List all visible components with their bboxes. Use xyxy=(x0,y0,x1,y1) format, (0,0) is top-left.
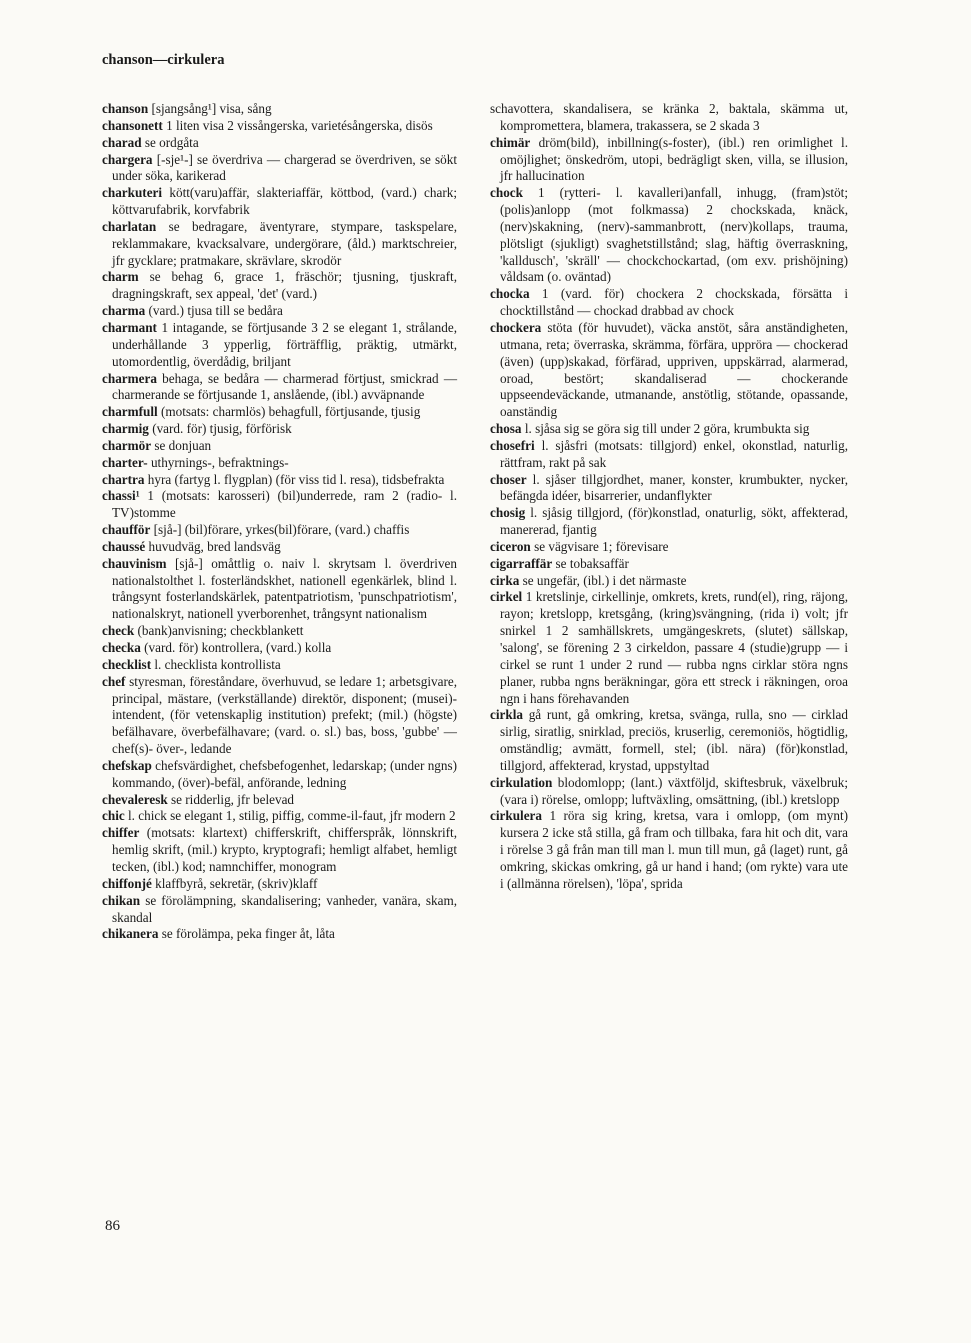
dictionary-entry xyxy=(102,404,457,421)
headword: charad xyxy=(102,134,142,150)
definition: huvudväg, bred landsväg xyxy=(148,538,281,554)
dictionary-entry xyxy=(102,118,457,135)
definition: se ridderlig, jfr belevad xyxy=(170,791,295,807)
definition: l. chick se elegant 1, stilig, piffig, comme-il-faut, jfr modern 2 xyxy=(128,808,456,824)
headword: charmör xyxy=(102,437,152,453)
definition: 1 intagande, se förtjusande 3 2 se elegant 1, strålande, underhållande 3 ypperlig, förträfflig, präktig, utmärkt, utomordentlig, överdådig, briljant xyxy=(112,319,458,369)
definition: l. sjåser tillgjordhet, maner, konster, krumbukter, nycker, befängda idéer, bisarrerier, undanflykter xyxy=(500,471,849,504)
definition: l. sjåsig tillgjord, (för)konstlad, onaturlig, sökt, affekterad, manererad, fjantig xyxy=(500,505,848,538)
definition: se donjuan xyxy=(154,437,212,453)
dictionary-entry xyxy=(102,371,457,405)
headword: charmant xyxy=(102,319,157,335)
definition: (vard.) tjusa till se bedåra xyxy=(148,303,283,319)
definition: klaffbyrå, sekretär, (skriv)klaff xyxy=(155,875,318,891)
definition: se ordgåta xyxy=(144,134,199,150)
dictionary-entry xyxy=(102,623,457,640)
dictionary-entry xyxy=(102,135,457,152)
definition: behaga, se bedåra — charmerad förtjust, smickrad — charmerande se förtjusande 1, anslående, (ibl.) avväpnande xyxy=(112,370,458,403)
definition: 1 liten visa 2 vissångerska, varietésångerska, disös xyxy=(166,117,433,133)
left-column xyxy=(102,101,457,943)
dictionary-entry xyxy=(102,539,457,556)
dictionary-entry xyxy=(102,926,457,943)
dictionary-entry xyxy=(490,539,848,556)
headword: cirkulation xyxy=(490,774,553,790)
headword: chaufför xyxy=(102,522,151,538)
dictionary-entry xyxy=(490,421,848,438)
definition: (vard. för) kontrollera, (vard.) kolla xyxy=(144,640,332,655)
definition: chefsvärdighet, chefsbefogenhet, ledarskap; (under ngns) kommando, (över)-befäl, anförande, ledning xyxy=(112,757,457,790)
definition: [sjangsång¹] visa, sång xyxy=(151,101,272,116)
dictionary-entry xyxy=(102,825,457,876)
definition: 1 (motsats: karosseri) (bil)underrede, ram 2 (radio- l. TV)stomme xyxy=(112,488,457,521)
definition: stöta (för huvudet), väcka anstöt, såra anständigheten, utmana, reta; överraska, skrämma, förfära, uppröra — chockerad (även) (upp)skakad, förfärad, uppriven, uppskärrad, alarmerad, oroad, bestört; skandaliserad — chockerande uppseendeväckande, utmanande, anstötlig, stötande, opassande, oanständig xyxy=(500,319,849,420)
dictionary-entry xyxy=(490,185,848,286)
headword: chansonett xyxy=(102,117,163,133)
definition: dröm(bild), inbillning(s-foster), (ibl.) ren orimlighet l. omöjlighet; önskedröm, utopi, bedrägligt sken, villa, se illusion, jfr hallucination xyxy=(500,134,849,184)
headword: check xyxy=(102,623,135,639)
definition: 1 (rytteri- l. kavalleri)anfall, inhugg, (fram)stöt; (polis)anlopp (mot folkmassa) 2 chockskada, knäck, (nerv)skakning, (nerv)-sammanbrott, (nerv)kollaps, trauma, plötsligt (sjukligt) svaghetstillstånd; slag, häftig överraskning, 'kalldusch', 'skräll' — chockchockartad, (om exv. prishöjning) våldsam (o. oväntad) xyxy=(500,185,849,285)
dictionary-entry xyxy=(102,556,457,623)
headword: chosefri xyxy=(490,437,535,453)
dictionary-entry xyxy=(102,455,457,472)
definition: se ungefär, (ibl.) i det närmaste xyxy=(522,572,687,588)
definition: hyra (fartyg l. flygplan) (för viss tid l. resa), tidsbefrakta xyxy=(147,471,445,487)
headword: chikanera xyxy=(102,926,159,942)
headword: choser xyxy=(490,471,527,487)
headword: chefskap xyxy=(102,757,152,773)
headword: checka xyxy=(102,640,141,655)
definition: 1 (vard. för) chockera 2 chockskada, försätta i chocktillstånd — chockad drabbad av chock xyxy=(500,286,848,319)
dictionary-entry xyxy=(102,101,457,118)
dictionary-entry xyxy=(490,438,848,472)
dictionary-entry xyxy=(102,421,457,438)
right-column xyxy=(490,101,848,893)
dictionary-entry xyxy=(102,219,457,270)
definition: se vägvisare 1; förevisare xyxy=(534,538,669,554)
definition: l. checklista kontrollista xyxy=(154,656,281,672)
definition: 1 röra sig kring, kretsa, vara i omlopp, (om mynt) kursera 2 icke stå stilla, gå fram och tillbaka, fara hit och dit, vara i rörelse 3 gå från man till man l. mun till mun, gå (laget) runt, gå omkring, skickas omkring, gå ur hand i hand; (om rykte) vara ute i (allmänna rörelsen), 'löpa', sprida xyxy=(500,808,849,891)
headword: charm xyxy=(102,269,139,285)
dictionary-entry xyxy=(490,135,848,186)
dictionary-entry xyxy=(102,438,457,455)
headword: chikan xyxy=(102,892,141,908)
headword: chock xyxy=(490,185,523,201)
definition: (motsats: klartext) chifferskrift, chifferspråk, lönnskrift, hemlig skrift, (mil.) krypto, kryptografi; hemligt alfabet, hemligt tecken, (ibl.) kod; namnchiffer, monogram xyxy=(112,825,457,874)
dictionary-entry xyxy=(102,472,457,489)
definition: blodomlopp; (lant.) växtföljd, skiftesbruk, växelbruk; (vara i) rörelse, omlopp; luftväxling, omsättning, (ibl.) kretslopp xyxy=(500,774,848,807)
definition: 1 kretslinje, cirkellinje, omkrets, krets, rund(el), ring, räjong, rayon; kretslopp, kretsgång, (kring)svängning, (rida i) volt; jfr snirkel 1 2 samhällskrets, umgängeskrets, (slutet) sällskap, 'salong', se förening 2 3 cirkeldon, passare 4 (studie)grupp — i cirkel se runt 1 under 2 rund — rubba ngns cirklar störa ngns planer, rubba ngns beräkningar, göra ett streck i räkningen, oroa ngn i hans förehavanden xyxy=(500,589,849,706)
definition: (bank)anvisning; checkblankett xyxy=(137,623,304,639)
headword: chosa xyxy=(490,421,522,437)
headword: chaussé xyxy=(102,538,146,554)
definition: styresman, föreståndare, överhuvud, se ledare 1; arbetsgivare, principal, mästare, (verkställande) direktör, disponent; (musei)-intendent, (för vetenskaplig institution) prefekt; (mil.) (högste) befälhavare, överbefälhavare; (vard. o. sl.) bas, boss, 'gubbe' — chef(s)- över-, ledande xyxy=(112,673,457,757)
definition: se förolämpning, skandalisering; vanheder, vanära, skam, skandal xyxy=(112,892,458,925)
dictionary-entry xyxy=(102,522,457,539)
headword: chic xyxy=(102,808,125,824)
dictionary-entry xyxy=(490,101,848,135)
dictionary-entry xyxy=(490,286,848,320)
definition: (vard. för) tjusig, förförisk xyxy=(152,421,292,437)
definition: se bedragare, äventyrare, stympare, taskspelare, reklammakare, kvacksalvare, undergörare, (åld.) marktschreier, jfr gycklare; pratmakare, skrävlare, skrodör xyxy=(112,218,458,268)
dictionary-entry xyxy=(490,707,848,774)
dictionary-entry xyxy=(102,758,457,792)
headword: charma xyxy=(102,303,146,319)
dictionary-entry xyxy=(490,775,848,809)
definition: gå runt, gå omkring, kretsa, svänga, rulla, sno — cirklad sirlig, siratlig, snirklad, preciös, kruserlig, ceremoniös, högtidlig, omständlig; avmätt, formell, stel; (ibl. nära) (för)konstlad, tillgjord, affekterad, krystad, uppstyltad xyxy=(500,707,848,773)
headword: chosig xyxy=(490,505,526,521)
headword: chimär xyxy=(490,134,531,150)
headword: chartra xyxy=(102,471,145,487)
definition: uthyrnings-, befraktnings- xyxy=(150,454,289,470)
headword: cirkulera xyxy=(490,808,543,824)
dictionary-entry xyxy=(102,674,457,758)
headword: charkuteri xyxy=(102,185,163,201)
dictionary-entry xyxy=(102,876,457,893)
dictionary-entry xyxy=(102,152,457,186)
definition: kött(varu)affär, slakteriaffär, köttbod, (vard.) chark; köttvarufabrik, korvfabrik xyxy=(112,185,457,218)
definition: l. sjåsa sig se göra sig till under 2 göra, krumbukta sig xyxy=(524,421,810,437)
dictionary-entry xyxy=(490,589,848,707)
dictionary-entry xyxy=(102,792,457,809)
dictionary-entry xyxy=(490,320,848,421)
headword: charter- xyxy=(102,454,148,470)
definition: l. sjåsfri (motsats: tillgjord) enkel, okonstlad, naturlig, rättfram, rakt på sak xyxy=(500,437,848,470)
running-header: chanson—cirkulera xyxy=(102,52,225,68)
headword: charmfull xyxy=(102,404,158,420)
dictionary-entry xyxy=(490,556,848,573)
headword: checklist xyxy=(102,656,152,672)
definition: [-sje¹-] se överdriva — chargerad se överdriven, se sökt under söka, karikerad xyxy=(112,151,458,184)
headword: cigarraffär xyxy=(490,555,553,571)
headword: charmig xyxy=(102,421,149,437)
dictionary-entry xyxy=(490,808,848,892)
headword: charlatan xyxy=(102,218,157,234)
dictionary-entry xyxy=(102,303,457,320)
headword: charmera xyxy=(102,370,157,386)
headword: chef xyxy=(102,673,126,689)
dictionary-entry xyxy=(102,185,457,219)
headword: chocka xyxy=(490,286,530,302)
definition: [sjå-] omåttlig o. naiv l. skrytsam l. överdriven nationalstolthet l. fosterländskhet, nationell egenkärlek, blind l. trångsynt fosterlandskärlek, patentpatriotism, 'punschpatriotism', nationalskryt, nationell yverborenhet, trångsynt nationalism xyxy=(112,555,457,622)
definition: se behag 6, grace 1, fräschör; tjusning, tjuskraft, dragningskraft, sex appeal, 'det' (vard.) xyxy=(112,269,457,302)
headword: chargera xyxy=(102,151,153,167)
dictionary-entry xyxy=(102,808,457,825)
dictionary-entry xyxy=(102,640,457,657)
headword: ciceron xyxy=(490,538,531,554)
definition: se tobaksaffär xyxy=(555,555,629,571)
page-number: 86 xyxy=(105,1218,120,1234)
headword: chiffonjé xyxy=(102,875,152,891)
dictionary-entry xyxy=(102,893,457,927)
definition: (motsats: charmlös) behagfull, förtjusande, tjusig xyxy=(160,404,421,420)
headword: cirkla xyxy=(490,707,523,723)
headword: chassi¹ xyxy=(102,488,140,504)
definition: [sjå-] (bil)förare, yrkes(bil)förare, (vard.) chaffis xyxy=(153,522,410,538)
dictionary-entry xyxy=(102,657,457,674)
definition: se förolämpa, peka finger åt, låta xyxy=(161,926,335,942)
headword: chanson xyxy=(102,101,149,116)
dictionary-entry xyxy=(490,505,848,539)
dictionary-entry xyxy=(102,269,457,303)
definition: schavottera, skandalisera, se kränka 2, baktala, skämma ut, kompromettera, blamera, trakassera, se 2 skada 3 xyxy=(490,101,848,133)
dictionary-entry xyxy=(490,472,848,506)
dictionary-entry xyxy=(102,488,457,522)
headword: chevaleresk xyxy=(102,791,168,807)
headword: cirkel xyxy=(490,589,523,605)
dictionary-entry xyxy=(102,320,457,371)
dictionary-entry xyxy=(490,573,848,590)
headword: chauvinism xyxy=(102,555,167,571)
headword: chockera xyxy=(490,319,542,335)
headword: cirka xyxy=(490,572,520,588)
headword: chiffer xyxy=(102,825,140,841)
